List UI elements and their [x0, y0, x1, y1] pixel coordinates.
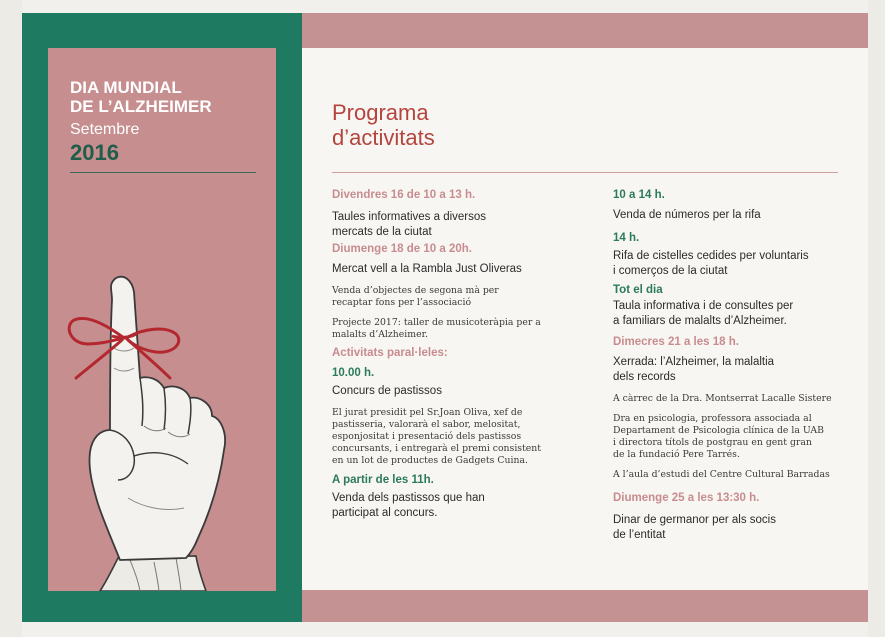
cakes-text-2: participat al concurs. [332, 507, 438, 519]
hand-shape [89, 277, 225, 560]
baskets-text-2: i comerços de la ciutat [613, 265, 728, 277]
bio-text-3: i directora títols de postgrau en gent gran [613, 437, 812, 448]
baskets-text-1: Rifa de cistelles cedides per voluntaris [613, 250, 809, 262]
page-margin-right [868, 0, 885, 637]
speaker-text: A càrrec de la Dra. Montserrat Lacalle Sistere [613, 393, 832, 404]
sunday-text: Mercat vell a la Rambla Just Oliveras [332, 263, 522, 275]
program-divider [332, 172, 838, 173]
cover-title-line2: DE L’ALZHEIMER [70, 97, 212, 116]
bio-text-2: Departament de Psicologia clínica de la UAB [613, 425, 824, 436]
jury-text-3: esponjositat i presentació dels pastissos [332, 431, 522, 442]
time-14: 14 h. [613, 232, 640, 244]
wednesday-heading: Dimecres 21 a les 18 h. [613, 336, 739, 348]
hand-sleeve [100, 556, 206, 591]
program-title [332, 100, 435, 150]
bio-text-1: Dra en psicologia, professora associada al [613, 413, 812, 424]
jury-text-1: El jurat presidit pel Sr.Joan Oliva, xef de [332, 407, 523, 418]
parallel-heading: Activitats paral·leles: [332, 347, 448, 359]
venue-text: A l’aula d’estudi del Centre Cultural Barradas [613, 469, 830, 480]
project-text-1: Projecte 2017: taller de musicoteràpia per a [332, 317, 541, 328]
program-panel [302, 13, 868, 622]
time-10-14: 10 a 14 h. [613, 189, 665, 201]
from-11-heading: A partir de les 11h. [332, 474, 434, 486]
time-1000: 10.00 h. [332, 367, 375, 379]
cover-year: 2016 [70, 140, 119, 165]
program-title-line1: Programa [332, 100, 429, 125]
talk-text-2: dels records [613, 371, 676, 383]
jury-text-5: en un lot de productes de Gadgets Cuina. [332, 455, 528, 466]
bottom-band [302, 590, 868, 622]
info-text-2: a familiars de malalts d’Alzheimer. [613, 315, 787, 327]
dinner-text-1: Dinar de germanor per als socis [613, 514, 776, 526]
cover-title-line1: DIA MUNDIAL [70, 78, 182, 97]
allday-heading: Tot el dia [613, 284, 663, 296]
jury-text-4: concursants, i entregarà el premi consistent [332, 443, 542, 454]
sunday-heading: Diumenge 18 de 10 a 20h. [332, 243, 472, 255]
sale-text-2: recaptar fons per l’associació [332, 297, 472, 308]
program-column-1 [332, 188, 580, 521]
program-title-line2: d’activitats [332, 125, 435, 150]
friday-text-1: Taules informatives a diversos [332, 211, 487, 223]
info-text-1: Taula informativa i de consultes per [613, 300, 794, 312]
dinner-text-2: de l’entitat [613, 529, 666, 541]
top-band [302, 13, 868, 48]
project-text-2: malalts d’Alzheimer. [332, 329, 428, 340]
jury-text-2: pastisseria, valorarà el sabor, melositat, [332, 419, 521, 430]
cover-month: Setembre [70, 121, 140, 138]
hand-with-ribbon-icon [48, 218, 276, 591]
cover-title [70, 78, 212, 116]
contest-title: Concurs de pastissos [332, 385, 442, 397]
sunday25-heading: Diumenge 25 a les 13:30 h. [613, 492, 760, 504]
bio-text-4: de la fundació Pere Tarrés. [613, 449, 740, 460]
talk-text-1: Xerrada: l’Alzheimer, la malaltia [613, 356, 775, 368]
page-margin-left [0, 0, 22, 637]
program-column-2 [613, 188, 853, 543]
cakes-text-1: Venda dels pastissos que han [332, 492, 485, 504]
cover-divider [70, 172, 256, 173]
sale-text-1: Venda d’objectes de segona mà per [332, 285, 499, 296]
friday-heading: Divendres 16 de 10 a 13 h. [332, 189, 476, 201]
cover-card [48, 48, 276, 591]
raffle-text: Venda de números per la rifa [613, 209, 761, 221]
friday-text-2: mercats de la ciutat [332, 226, 432, 238]
